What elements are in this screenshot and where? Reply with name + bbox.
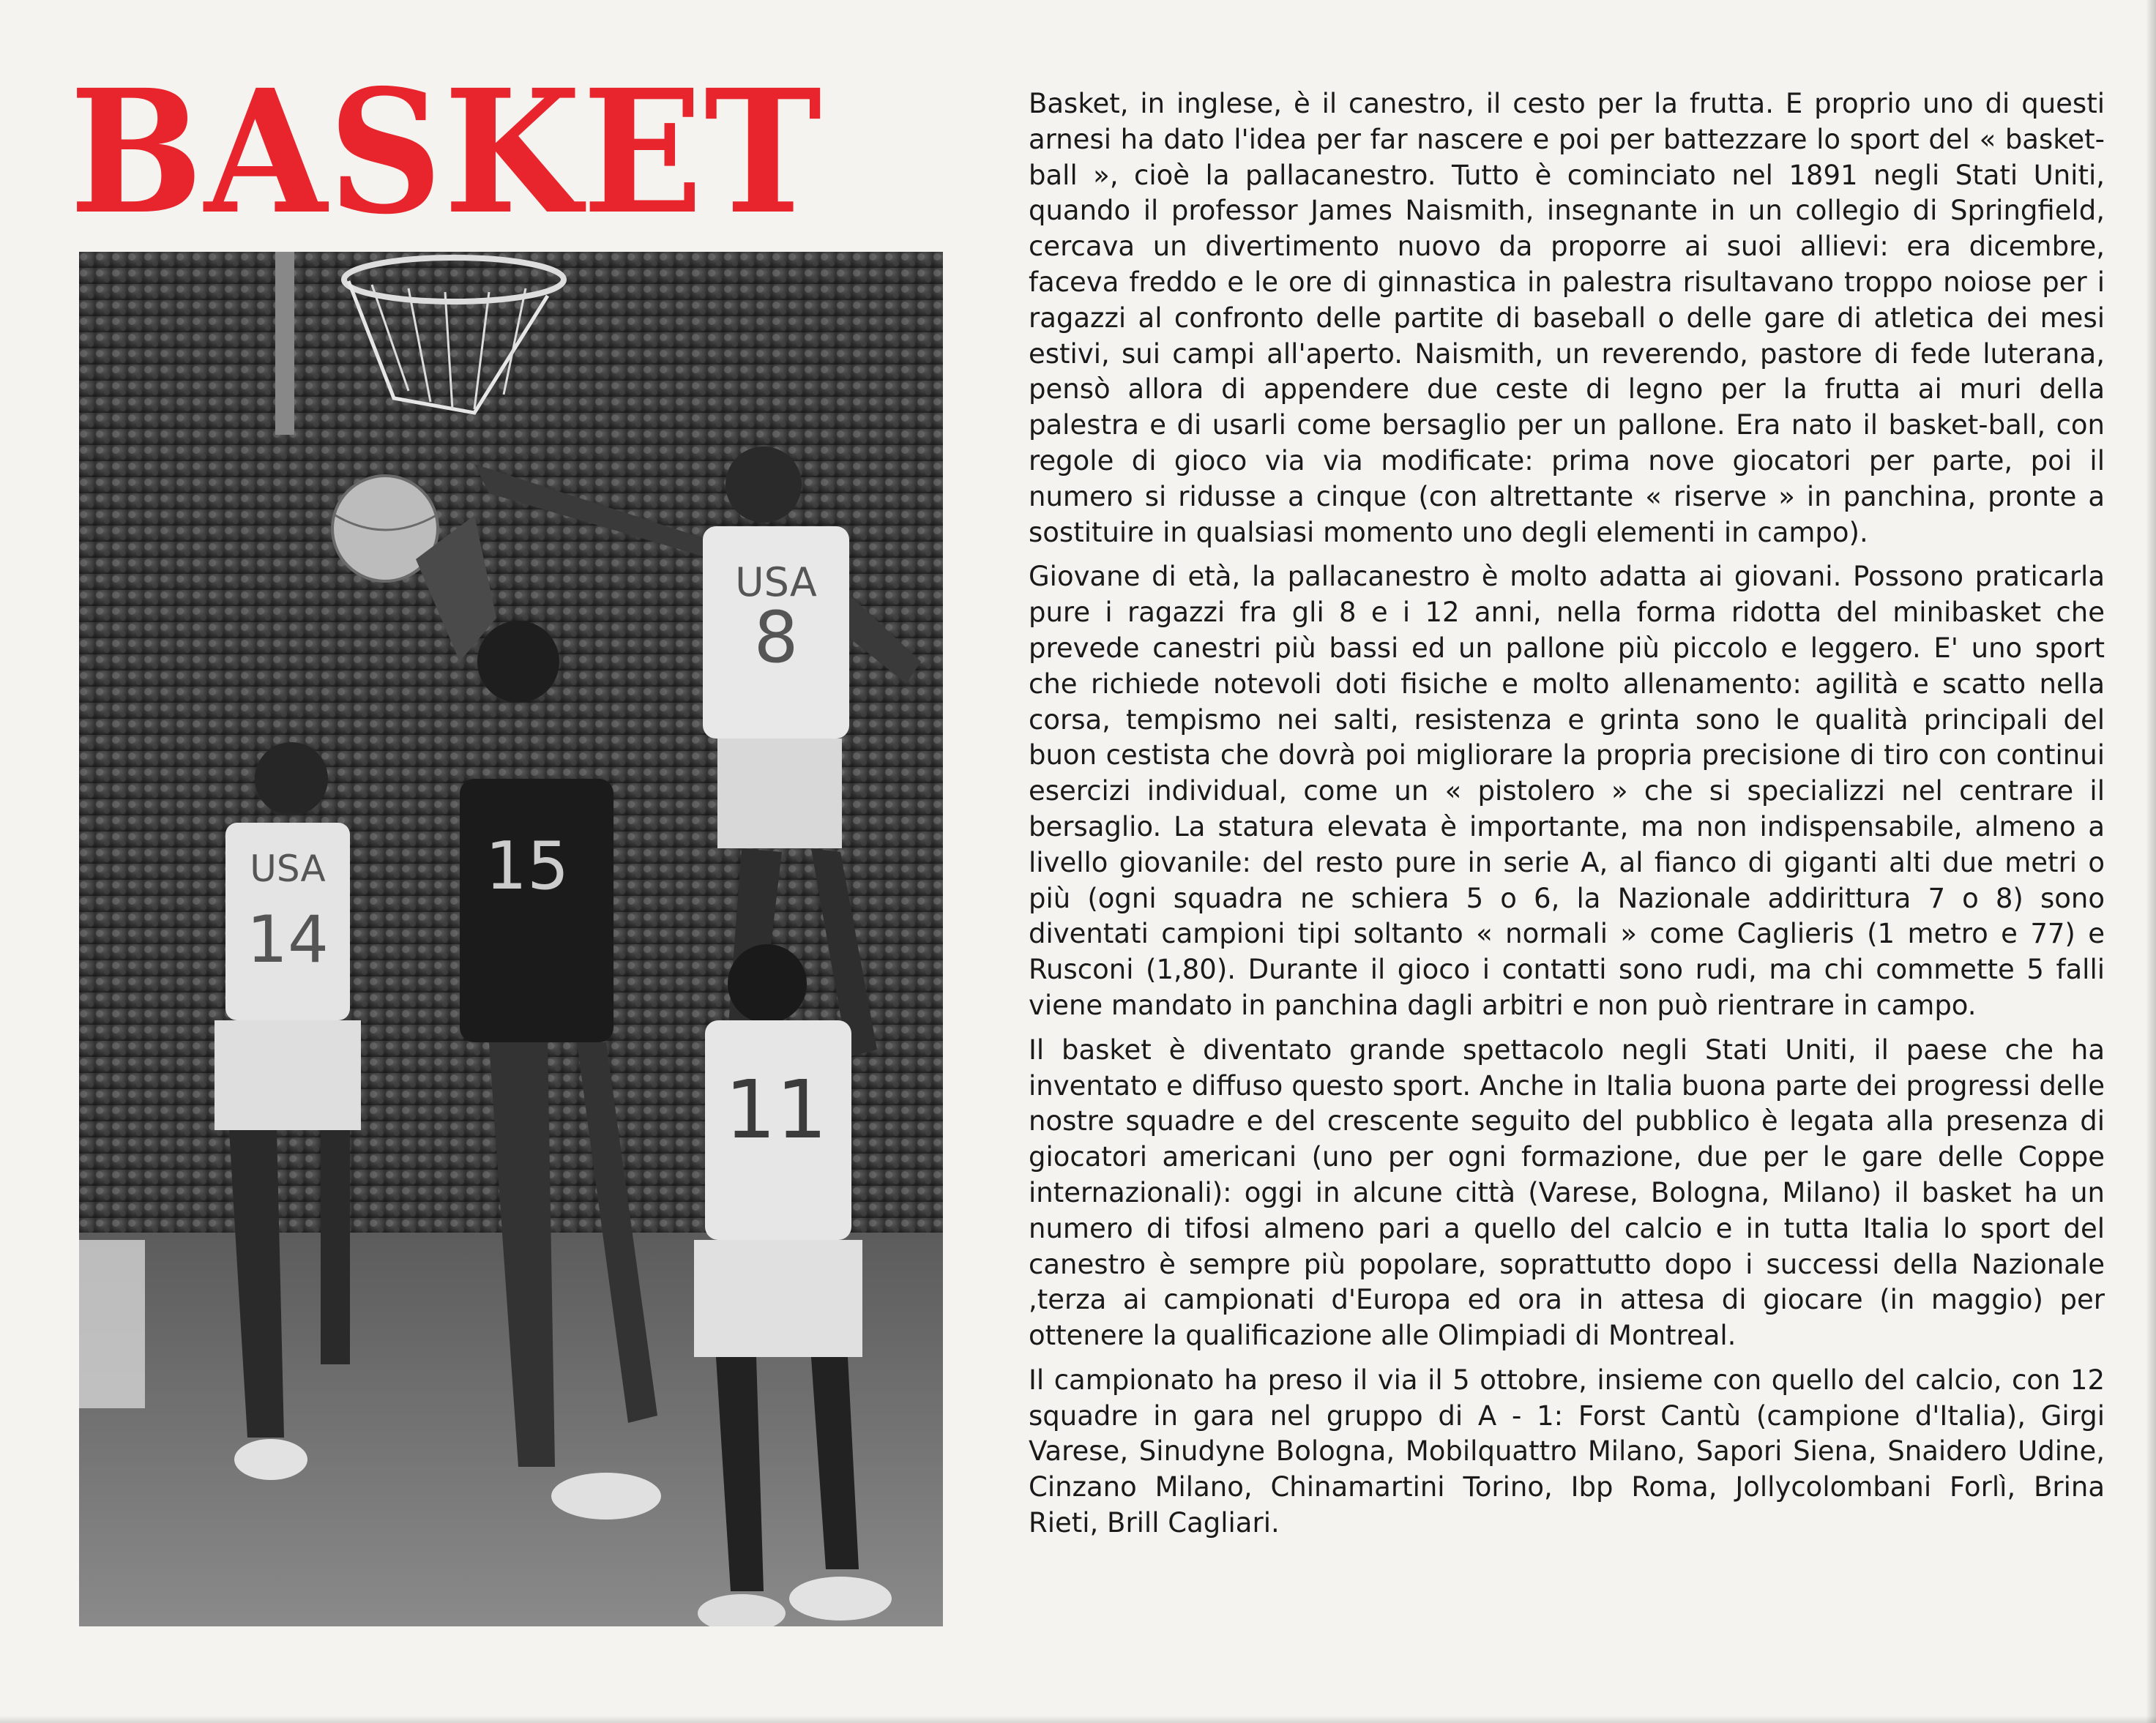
page-title: BASKET: [70, 52, 824, 252]
basketball-photo: [79, 252, 943, 1626]
svg-text:8: 8: [753, 597, 799, 679]
article-body: [1029, 86, 2105, 1550]
svg-text:11: 11: [725, 1063, 827, 1156]
article-paragraph-1: Basket, in inglese, è il canestro, il cesto per la frutta. E proprio uno di questi arnesi ha dato l'idea per far nascere e poi per battezzare lo sport del « basket-ball », cioè la pallacanestro. Tutto è cominciato nel 1891 negli Stati Uniti, quando il professor James Naismith, insegnante in un collegio di Springfield, cercava un divertimento nuovo da proporre ai suoi allievi: era dicembre, faceva freddo e le ore di ginnastica in palestra risultavano troppo noiose per i ragazzi al confronto delle partite di baseball o delle gare di atletica dei mesi estivi, sui campi all'aperto. Naismith, un reverendo, pastore di fede luterana, pensò allora di appendere due ceste di legno per la frutta ai muri della palestra e di usarli come bersaglio per un pallone. Era nato il basket-ball, con regole di gioco via via modificate: prima nove giocatori per parte, poi il numero si ridusse a cinque (con altrettante « riserve » in panchina, pronte a sostituire in qualsiasi momento uno degli elementi in campo).: [1029, 88, 2105, 548]
backboard-support: [275, 252, 294, 435]
article-paragraph-3: Il basket è diventato grande spettacolo negli Stati Uniti, il paese che ha inventato e diffuso questo sport. Anche in Italia buona parte dei progressi delle nostre squadre e del crescente seguito del pubblico è legata alla presenza di giocatori americani (uno per ogni formazione, due per le gare delle Coppe internazionali): oggi in alcune città (Varese, Bologna, Milano) il basket ha un numero di tifosi almeno pari a quello del calcio e in tutta Italia lo sport del canestro è sempre più popolare, soprattutto dopo i successi della Nazionale ,terza ai campionati d'Europa ed ora in attesa di giocare (in maggio) per ottenere la qualificazione alle Olimpiadi di Montreal.: [1029, 1034, 2105, 1352]
svg-text:USA: USA: [250, 848, 326, 890]
svg-text:15: 15: [485, 828, 570, 905]
basketball-photo-illustration: [79, 252, 943, 1626]
page-bottom-shadow: [0, 1716, 2156, 1723]
article-paragraph-4: Il campionato ha preso il via il 5 ottobre, insieme con quello del calcio, con 12 squadre in gara nel gruppo di A - 1: Forst Cantù (campione d'Italia), Girgi Varese, Sinudyne Bologna, Mobilquattro Milano, Sapori Siena, Snaidero Udine, Cinzano Milano, Chinamartini Torino, Ibp Roma, Jollycolombani Forlì, Brina Rieti, Brill Cagliari.: [1029, 1364, 2105, 1539]
article-paragraph-2: Giovane di età, la pallacanestro è molto adatta ai giovani. Possono praticarla pure i ragazzi fra gli 8 e i 12 anni, nella forma ridotta del minibasket che prevede canestri più bassi ed un pallone più piccolo e leggero. E' uno sport che richiede notevoli doti fisiche e molto allenamento: agilità e scatto nella corsa, tempismo nei salti, resistenza e grinta sono le qualità principali del buon cestista che dovrà poi migliorare la propria precisione di tiro con continui esercizi individual, come un « pistolero » che si specializzi nel centrare il bersaglio. La statura elevata è importante, ma non indispensabile, almeno a livello giovanile: del resto pure in serie A, al fianco di giganti alti due metri o più (ogni squadra ne schiera 5 o 6, la Nazionale addirittura 7 o 8) sono diventati campioni tipi soltanto « normali » come Caglieris (1 metro e 77) e Rusconi (1,80). Durante il gioco i contatti sono rudi, ma chi commette 5 falli viene mandato in panchina dagli arbitri e non può rientrare in campo.: [1029, 561, 2105, 1021]
svg-text:USA: USA: [735, 559, 817, 605]
page-edge-shadow: [2146, 0, 2156, 1723]
svg-text:14: 14: [247, 902, 329, 977]
